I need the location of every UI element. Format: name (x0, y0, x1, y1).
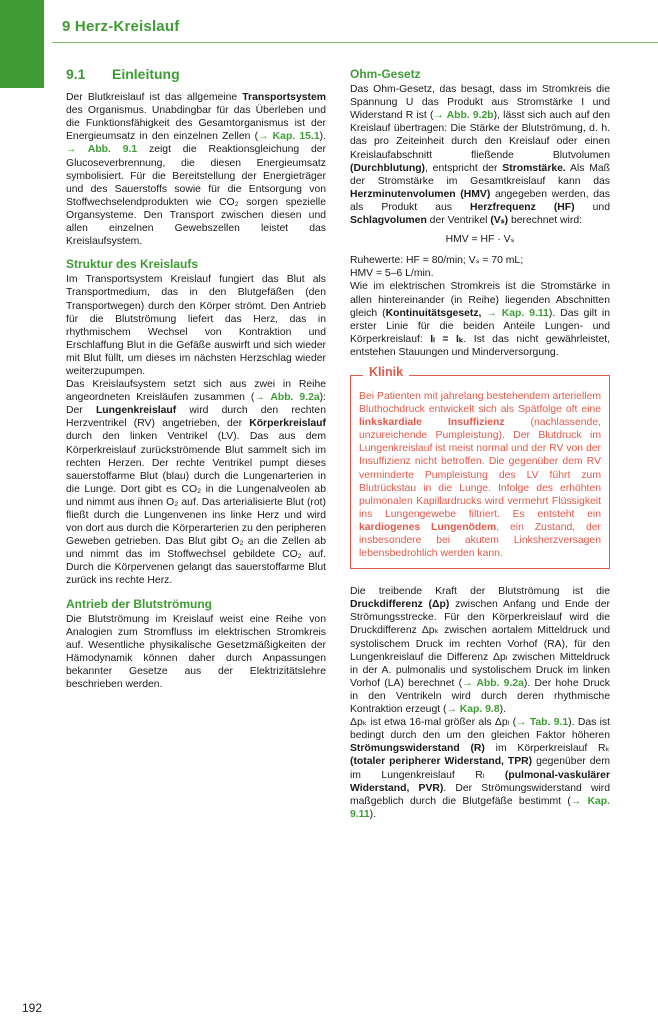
bold-term: linkskardiale Insuffizienz (359, 417, 505, 429)
druckdifferenz-paragraph (350, 585, 610, 716)
text: ). Das ist bedingt durch den um den gleichen Faktor höheren (350, 717, 610, 742)
text: Wie im elektrischen Stromkreis ist die Stromstärke in allen hintereinander (in Reihe) liegenden Abschnitten gleich ( (350, 281, 610, 319)
bold-term: (Vₛ) (490, 215, 509, 227)
text: ). (319, 131, 326, 143)
left-column (66, 68, 326, 691)
text: ). (499, 704, 506, 716)
text: . Ist das nicht gewährleistet, entstehen Stauungen und Minderversorgung. (350, 333, 611, 358)
text: der Ventrikel (426, 215, 491, 227)
subheading-antrieb: Antrieb der Blutströmung (66, 596, 212, 611)
cross-reference-link[interactable]: → Abb. 9.2a (462, 677, 524, 689)
bold-term: kardiogenes Lungenödem (359, 521, 497, 533)
chapter-tab (0, 0, 44, 88)
antrieb-paragraph: Die Blutströmung im Kreislauf weist eine Reihe von Analogien zum Stromfluss im elektrischen Stromkreis auf. Wesentliche physikalische Gesetzmäßigkeiten der Hämodynamik können daher durch Anpassungen bekannter Gesetze aus der Elektrizitätslehre beschrieben werden. (66, 613, 326, 691)
bold-term: Körperkreislauf (249, 418, 326, 430)
page-number: 192 (22, 1001, 43, 1015)
bold-term: Druckdifferenz (Δp) (350, 599, 450, 611)
right-column (350, 68, 610, 821)
text: und (574, 201, 610, 213)
ruhewerte-line-1: Ruhewerte: HF = 80/min; Vₛ = 70 mL; (350, 255, 524, 267)
hmv-formula: HMV = HF · Vₛ (445, 234, 515, 246)
text: , ein Zustand, der insbesondere bei akutem Linksherzversagen lebensbedrohlich werden kann. (359, 521, 601, 560)
klinik-box (350, 364, 610, 569)
cross-reference-link[interactable]: → Kap. 9.8 (446, 704, 500, 716)
cross-reference-link[interactable]: → Tab. 9.1 (516, 717, 569, 729)
bold-term: (pulmonal-vaskulärer Widerstand, PVR) (350, 769, 610, 794)
text: durch den linken Ventrikel (LV). Das aus dem Körperkreislauf zurückströmende Blut sammelt sich im rechten Herzen. Der rechte Ventrikel pumpt dieses sauerstoffarme Blut (blau) durch die Lungenarterien in die Lunge. Dort gibt es CO₂ in die Lungenalveolen ab und nimmt aus ihnen O₂ auf. Das arterialisierte Blut (rot) fließt durch die Lungenvenen ins linke Herz und wird von dort aus durch die Körperarterien zu den peripheren Geweben getrieben. Das Blut gibt O₂ an die Zellen ab und nimmt das im Stoffwechsel gebildete CO₂ auf. Durch die Körpervenen gelangt das sauerstoffarme Blut zurück ins rechte Herz. (66, 431, 326, 587)
text: ): Der (66, 392, 326, 417)
cross-reference-link[interactable]: → Kap. 9.11 (350, 795, 610, 820)
text: , entspricht der (425, 162, 503, 174)
text: des Organismus. Unabdingbar für das Überleben und die Funktionsfähigkeit des Gesamtorganismus ist der Energieumsatz in den einzelnen Zellen ( (66, 105, 326, 143)
cross-reference-link[interactable]: → Abb. 9.2b (433, 110, 494, 122)
text: zwischen Anfang und Ende der Strömungsstrecke. Für den Körperkreislauf wird die Druckdifferenz Δpₖ zwischen aortalem Mitteldruck und systolischem Druck im rechten Vorhof (RA), für den Lungenkreislauf die Differenz Δpₗ zwischen Mitteldruck in der A. pulmonalis und systolischem Druck im linken Vorhof (LA) berechnet ( (350, 599, 611, 689)
cross-reference-link[interactable]: → Abb. 9.2a (254, 392, 320, 404)
widerstand-paragraph (350, 716, 610, 821)
text: wird durch den rechten Herzventrikel (RV) angetrieben, der (66, 405, 326, 430)
text: (nachlassende, unzureichende Pumpleistung). Der Blutdruck im Lungenkreislauf ist meist normal und der RV von der Insuffizienz nicht betroffen. Die gegenüber dem RV verminderte Pumpleistung des LV führt zum Blutrückstau in die Lunge. Infolge des erhöhten pulmonalen Kapillardrucks wird vermehrt Flüssigkeit ins Lungengewebe filtriert. Es entsteht ein (359, 417, 601, 520)
intro-paragraph (66, 91, 326, 248)
text: Als Maß der Stromstärke im Gesamtkreislauf kann das (350, 162, 610, 187)
bold-term: (totaler peripherer Widerstand, TPR) (350, 756, 533, 768)
kontinuitaet-paragraph (350, 280, 610, 359)
bold-term: (Durchblutung) (350, 162, 426, 174)
struktur-paragraph-1: Im Transportsystem Kreislauf fungiert das Blut als Transportmedium, das in den Blutgefäßen (den Transportwegen) durch den Körper strömt. Den Antrieb für die Blutströmung liefert das Herz, das in rhythmischem Wechsel von Kontraktion und Erschlaffung Blut in die Gefäße auswirft und sich wieder mit Blut füllt, um dieses im nächsten Herzschlag wieder weiterzupumpen. (66, 274, 326, 377)
text: Das Ohm-Gesetz, das besagt, dass im Stromkreis die Spannung U das Produkt aus Stromstärke I und Widerstand R ist ( (350, 84, 610, 122)
text: Das Kreislaufsystem setzt sich aus zwei in Reihe angeordneten Kreisläufen zusammen ( (66, 379, 326, 404)
text: ). Der hohe Druck in den Ventrikeln wird durch deren rhythmische Kontraktion erzeugt ( (350, 677, 610, 716)
text: Der Blutkreislauf ist das allgemeine (66, 92, 243, 104)
header-rule (52, 42, 658, 43)
section-title: Einleitung (112, 66, 180, 82)
text: gegenüber dem im Lungenkreislauf Rₗ (350, 756, 610, 781)
text: berechnet wird: (508, 215, 582, 227)
text: ), lässt sich auch auf den Kreislauf übertragen: Die Stärke der Blutströmung, d. h. das pro Zeiteinheit durch den Kreislauf oder einen Kreislaufabschnitt fließende Blutvolumen (350, 110, 611, 161)
ohm-paragraph (350, 83, 610, 227)
klinik-title: Klinik (363, 366, 409, 379)
cross-reference-link[interactable]: → Abb. 9.1 (66, 144, 138, 156)
text: angegeben werden, das als Produkt aus (350, 188, 610, 213)
section-number: 9.1 (66, 66, 86, 82)
bold-term: Herzminutenvolumen (HMV) (350, 188, 491, 200)
text: . Der Strömungswiderstand wird maßgeblich durch die Blutgefäße bestimmt ( (350, 782, 610, 807)
bold-term: Iₗ = Iₖ (430, 333, 464, 345)
ruhewerte-line-2: HMV = 5–6 L/min. (350, 268, 434, 280)
text: zeigt die Reaktionsgleichung der Glucoseverbrennung, die diesen Energieumsatz symbolisiert. Für die Bereitstellung der Energieträger und des Sauerstoffs sowie für die Entsorgung von Stoffwechselendprodukten wie CO₂ sorgen spezielle Organsysteme. Den Transport zwischen diesen und allen einzelnen Gewebszellen leistet das Kreislaufsystem. (66, 144, 326, 248)
text: Bei Patienten mit jahrelang bestehendem arteriellem Bluthochdruck entwickelt sich als Spätfolge oft eine (359, 390, 601, 416)
klinik-text (359, 390, 601, 560)
bold-term: Herzfrequenz (HF) (469, 201, 575, 213)
bold-term: Stromstärke. (502, 162, 566, 174)
bold-term: Schlagvolumen (350, 215, 427, 227)
text: ). Das gilt in erster Linie für die beiden Anteile Lungen- und Körperkreislauf: (350, 307, 611, 345)
struktur-paragraph-2 (66, 378, 326, 588)
bold-term: Kontinuitätsgesetz, (385, 307, 487, 319)
text: Die treibende Kraft der Blutströmung ist die (350, 586, 610, 598)
bold-term: Lungenkreislauf (95, 405, 177, 417)
text: ). (369, 808, 377, 820)
subheading-struktur: Struktur des Kreislaufs (66, 257, 199, 272)
cross-reference-link[interactable]: → Kap. 15.1 (258, 131, 320, 143)
text: Δpₖ ist etwa 16-mal größer als Δpₗ ( (350, 717, 517, 729)
chapter-title: 9 Herz-Kreislauf (62, 18, 180, 35)
text: im Körperkreislauf Rₖ (484, 743, 610, 755)
bold-term: Transportsystem (242, 92, 326, 104)
bold-term: Strömungswiderstand (R) (350, 743, 485, 755)
subheading-ohm: Ohm-Gesetz (350, 67, 421, 81)
section-heading (66, 68, 326, 81)
cross-reference-link[interactable]: → Kap. 9.11 (486, 307, 549, 319)
